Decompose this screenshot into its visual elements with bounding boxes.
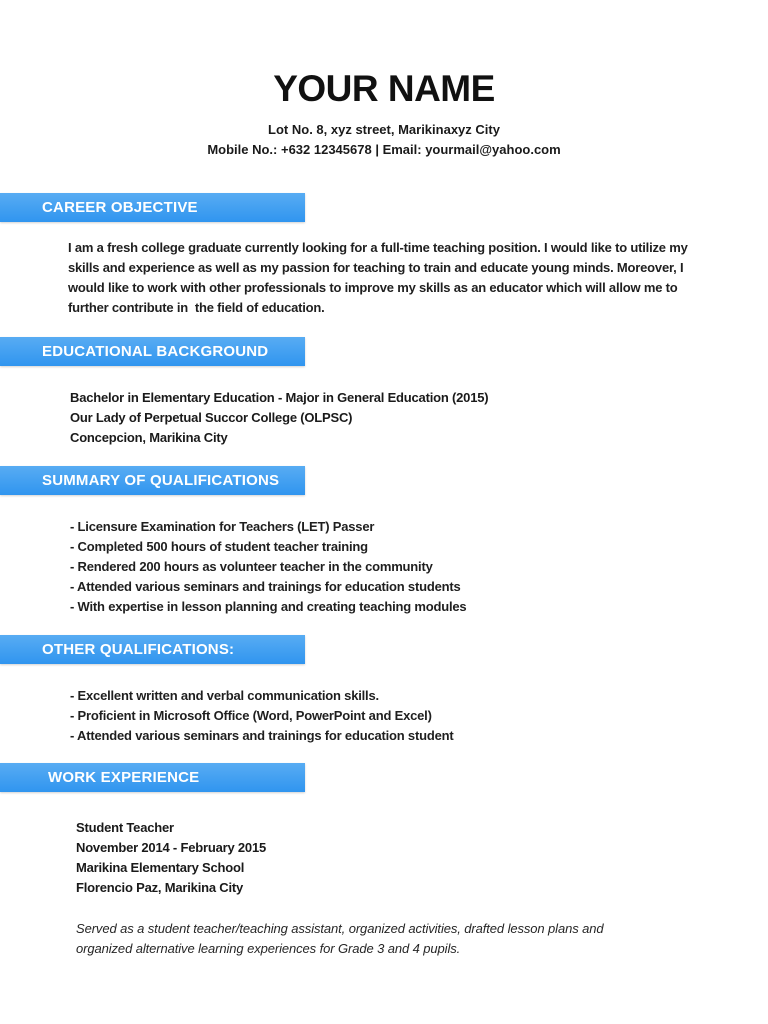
- list-item: - Attended various seminars and trainings for education student: [70, 728, 454, 743]
- work-location: Florencio Paz, Marikina City: [76, 880, 244, 895]
- career-objective-paragraph: I am a fresh college graduate currently looking for a full-time teaching position. I would like to utilize my skills and experience as well as my passion for teaching to train and educate young minds. Moreover, I would like to work with other professionals to improve my skills as an educator which will allow me to further contribute in the field of education.: [68, 240, 692, 315]
- education-entry: [70, 388, 768, 448]
- list-item: - Excellent written and verbal communication skills.: [70, 688, 379, 703]
- section-header-other-qualifications: [0, 635, 305, 664]
- section-title: OTHER QUALIFICATIONS:: [42, 641, 235, 658]
- resume-name-heading: YOUR NAME: [273, 68, 495, 109]
- education-location: Concepcion, Marikina City: [70, 430, 228, 445]
- work-school: Marikina Elementary School: [76, 860, 245, 875]
- section-title: EDUCATIONAL BACKGROUND: [42, 343, 269, 360]
- list-item: - Attended various seminars and trainings for education students: [70, 579, 461, 594]
- section-title: SUMMARY OF QUALIFICATIONS: [42, 472, 280, 489]
- education-degree: Bachelor in Elementary Education - Major in General Education (2015): [70, 390, 489, 405]
- work-period: November 2014 - February 2015: [76, 840, 267, 855]
- resume-address-line: Lot No. 8, xyz street, Marikinaxyz City: [268, 122, 500, 137]
- work-experience-entry: [76, 818, 768, 898]
- section-title: CAREER OBJECTIVE: [42, 199, 198, 216]
- section-header-summary-of-qualifications: [0, 466, 305, 495]
- summary-qualifications-list: [70, 517, 768, 617]
- work-experience-description: Served as a student teacher/teaching assistant, organized activities, drafted lesson plans and organized alternative learning experiences for Grade 3 and 4 pupils.: [76, 921, 604, 956]
- list-item: - Proficient in Microsoft Office (Word, PowerPoint and Excel): [70, 708, 432, 723]
- section-header-career-objective: [0, 193, 305, 222]
- section-title: WORK EXPERIENCE: [48, 769, 200, 786]
- list-item: - With expertise in lesson planning and creating teaching modules: [70, 599, 467, 614]
- section-header-work-experience: [0, 763, 305, 792]
- section-header-educational-background: [0, 337, 305, 366]
- resume-contact-line: Mobile No.: +632 12345678 | Email: yourmail@yahoo.com: [207, 142, 561, 157]
- work-job-title: Student Teacher: [76, 820, 174, 835]
- list-item: - Rendered 200 hours as volunteer teacher in the community: [70, 559, 433, 574]
- list-item: - Licensure Examination for Teachers (LET) Passer: [70, 519, 375, 534]
- list-item: - Completed 500 hours of student teacher training: [70, 539, 368, 554]
- other-qualifications-list: [70, 686, 768, 746]
- education-school: Our Lady of Perpetual Succor College (OLPSC): [70, 410, 353, 425]
